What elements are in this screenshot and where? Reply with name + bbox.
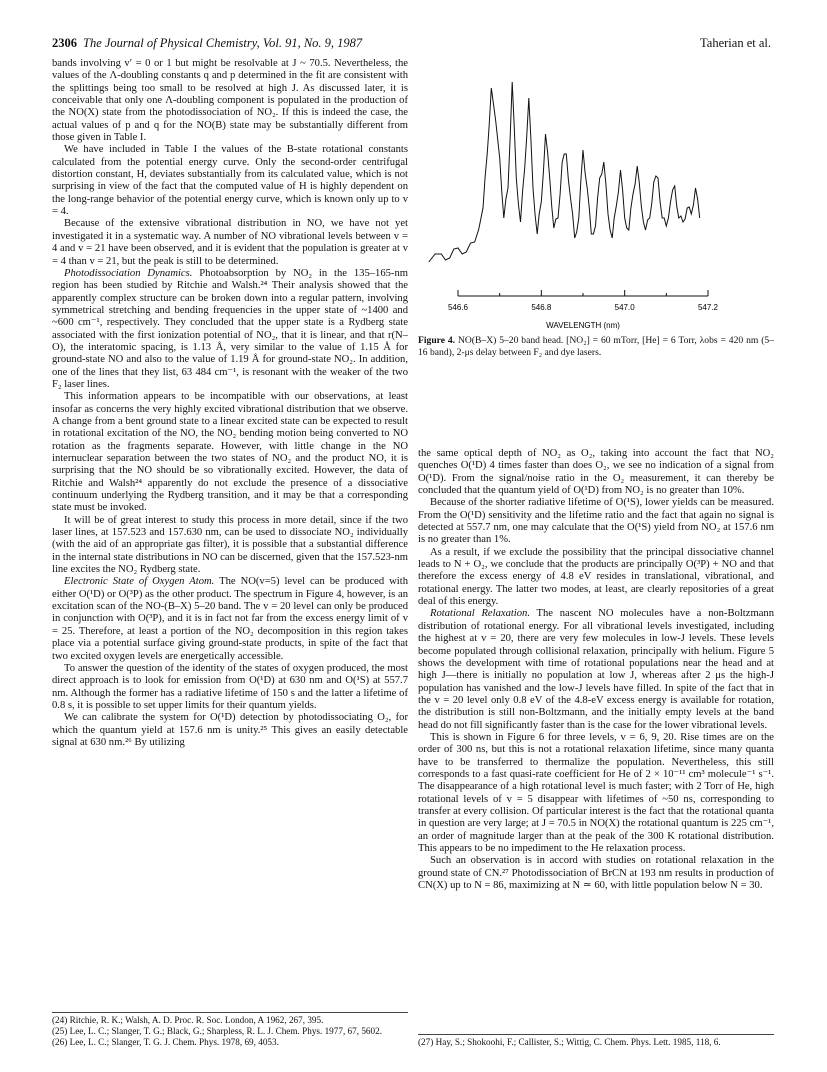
paragraph: Electronic State of Oxygen Atom. The NO(v=5) level can be produced with either O(¹D) or O(³P) as the other product. The spectrum in Figure 4, however, is an excitation scan of the NO-(B–X) 5–20 band. The v = 20 level can only be produced in conjunction with O(³P), and it is in fact not far from the excess energy limit of v = 25. Therefore, at least a portion of the NO₂ decomposition in this region takes place via a potential surface giving ground-state products, in spite of the fact that two excited oxygen levels are energetically accessible. xyxy=(52,576,408,662)
paragraph: Such an observation is in accord with studies on rotational relaxation in the ground state of CN.²⁷ Photodissociation of BrCN at 193 nm results in production of CN(X) up to N = 86, maximizing at N ≃ 60, with little population below N = 30. xyxy=(418,855,774,892)
paragraph: Because of the shorter radiative lifetime of O(¹S), lower yields can be measured. From the O(¹D) sensitivity and the lifetime ratio and the fact that again no signal is detected at 557.7 nm, one may calculate that the O(¹S) yield from NO₂ at 157.6 nm is no greater than 1%. xyxy=(418,497,774,546)
x-axis-ticks xyxy=(448,290,719,312)
x-tick-label: 546.6 xyxy=(447,303,469,312)
reference: (24) Ritchie, R. K.; Walsh, A. D. Proc. R. Soc. London, A 1962, 267, 395. xyxy=(52,1015,324,1025)
paragraph: bands involving v′ = 0 or 1 but might be resolvable at J ~ 70.5. Nevertheless, the values of the Λ-doubling constants q and p determined in the fit are consistent with the splittings being too small to be resolved at high J. As discussed later, it is conceivable that only one Λ-doubling component is populated in the production of the NO(X) state from the photodissociation of NO₂. If this is indeed the case, the actual values of p and q for the NO(B) state may be substantially different from those given in Table I. xyxy=(52,58,408,144)
paragraph: Photodissociation Dynamics. Photoabsorption by NO₂ in the 135–165-nm region has been studied by Ritchie and Walsh.²⁴ Their analysis showed that the apparently complex structure can be broken down into a regular pattern, involving symmetrical stretching and bending frequencies in the upper state of ~1400 and ~600 cm⁻¹, respectively. They concluded that the upper state is a Rydberg state associated with the first ionization potential of NO₂, that it is linear, and that r(N–O), the interatomic spacing, is 1.13 Å, very similar to the value of 1.15 Å for ground-state NO and also to the value of 1.19 Å for ground-state NO₂. In addition, one of the lines that they list, 63 484 cm⁻¹, is resonant with the weaker of the two F₂ laser lines. xyxy=(52,267,408,390)
section-heading: Photodissociation Dynamics. xyxy=(64,267,193,279)
spectrum-plot xyxy=(418,58,774,333)
caption-label: Figure 4. xyxy=(418,335,456,346)
page-number: 2306 xyxy=(52,36,77,50)
paragraph: the same optical depth of NO₂ as O₂, taking into account the fact that NO₂ quenches O(¹D) 4 times faster than does O₂, we see no indication of a signal from O(¹D). From the signal/noise ratio in the O₂ measurement, it can thereby be concluded that the quantum yield of O(¹D) from NO₂ is no greater than 10%. xyxy=(418,448,774,497)
x-tick-label: 546.8 xyxy=(531,303,552,312)
references-right xyxy=(418,1034,774,1048)
spectrum-trace-group xyxy=(429,82,700,262)
section-heading: Electronic State of Oxygen Atom. xyxy=(64,576,215,588)
reference: (25) Lee, L. C.; Slanger, T. G.; Black, G.; Sharpless, R. L. J. Chem. Phys. 1977, 67, 5602. xyxy=(52,1026,383,1036)
x-axis-label: WAVELENGTH (nm) xyxy=(546,321,620,330)
paragraph: Because of the extensive vibrational distribution in NO, we have not yet investigated it in a systematic way. A number of NO vibrational levels between v = 4 and v = 21 have been observed, and it is evident that the population is greater at v = 4 than v = 21, but the peak is still to be determined. xyxy=(52,218,408,267)
x-tick-label: 547.0 xyxy=(614,303,635,312)
paragraph: It will be of great interest to study this process in more detail, since if the two laser lines, at 157.523 and 157.630 nm, can be used to dissociate NO₂ individually (with the aid of an appropriate gas filter), it is possible that a substantial difference in the internal state distributions in NO can be discerned, given that the 157.523-nm line excites the NO₂ Rydberg state. xyxy=(52,514,408,576)
section-heading: Rotational Relaxation. xyxy=(430,608,530,620)
paragraph: We have included in Table I the values of the B-state rotational constants calculated from the potential energy curve. Only the second-order centrifugal distortion constant, H, deviates substantially from its calculated value, which is not surprising in view of the fact that the computed value of H is highly dependent on the long-range behavior of the potential energy curve, which is known only up to v = 4. xyxy=(52,144,408,218)
figure-caption xyxy=(418,335,774,358)
reference: (27) Hay, S.; Shokoohi, F.; Callister, S.; Wittig, C. Chem. Phys. Lett. 1985, 118, 6. xyxy=(418,1037,721,1047)
references-left xyxy=(52,1012,408,1048)
paragraph: Rotational Relaxation. The nascent NO molecules have a non-Boltzmann distribution of rotational energy. For all vibrational levels investigated, including the highest at v = 20, there are very few molecules in low-J levels. These levels become populated through collisional relaxation, principally with helium. Figure 5 shows the development with time of rotational populations near the head and at high J—there is initially no population at low J, whereas after 2 μs the high-J population has vanished and the low-J levels have filled. In spite of the fact that in the v = 20 level only 0.8 eV of the 4.8-eV excess energy is available for rotation, the distribution is still non-Boltzmann, and the initially empty levels at the band head do not fill significantly faster than is the case for the lower vibrational levels. xyxy=(418,608,774,731)
figure-4 xyxy=(418,58,774,448)
paragraph: This information appears to be incompatible with our observations, at least insofar as concerns the very highly excited vibrational distribution that we observe. A change from a bent ground state to a linear excited state can be expected to result in rotational excitation of the NO, the NO₂ bending motion being converted to NO rotation as the fragments separate. However, with little change in the NO internuclear separation between the two states of NO₂ and the product NO, it is surprising that the NO should be so vibrationally excited. However, the data of Ritchie and Walsh²⁴ apparently do not exclude the presence of a dissociative continuum underlying the Rydberg transition, and it may be that a corresponding state must be invoked. xyxy=(52,391,408,514)
caption-text: NO(B–X) 5–20 band head. [NO₂] = 60 mTorr, [He] = 6 Torr, λobs = 420 nm (5–16 band), 2-μs delay between F₂ and dye lasers. xyxy=(418,335,774,358)
x-tick-label: 547.2 xyxy=(697,303,719,312)
running-head xyxy=(52,36,362,51)
left-column xyxy=(52,58,408,749)
paragraph: This is shown in Figure 6 for three levels, v = 6, 9, 20. Rise times are on the order of 300 ns, but this is not a rotational relaxation lifetime, since many quanta have to be transferred to thermalize the population. Nevertheless, this still corresponds to a fast quasi-rate coefficient for He of 2 × 10⁻¹¹ cm³ molecule⁻¹ s⁻¹. The disappearance of a high rotational level is much faster; with 2 Torr of He, high rotational levels of v = 5 disappear with lifetimes of ~50 ns, corresponding to transfer at every collision. Of particular interest is the fact that the rotational quanta in question are very large; at J = 70.5 in NO(X) the rotational quantum is 225 cm⁻¹, an order of magnitude larger than at the peak of the 300 K rotational distribution. This appears to be no impediment to the He relaxation process. xyxy=(418,731,774,854)
paragraph: To answer the question of the identity of the states of oxygen produced, the most direct approach is to look for emission from O(¹D) at 630 nm and O(¹S) at 557.7 nm. Although the former has a radiative lifetime of 150 s and the latter a lifetime of 0.8 s, it is possible to set upper limits for their quantum yields. xyxy=(52,662,408,711)
paragraph: We can calibrate the system for O(¹D) detection by photodissociating O₂, for which the quantum yield at 157.6 nm is unity.²⁵ This gives an easily detectable signal at 630 nm.²⁶ By utilizing xyxy=(52,712,408,748)
paragraph: As a result, if we exclude the possibility that the principal dissociative channel leads to N + O₂, we conclude that the products are principally O(³P) + NO and that therefore the excess energy of 4.8 eV resides in translational, vibrational, and rotational energy. The latter two modes, at least, are clearly repositories of a great deal of this energy. xyxy=(418,546,774,608)
journal-citation: The Journal of Physical Chemistry, Vol. 91, No. 9, 1987 xyxy=(83,36,363,50)
page-header xyxy=(52,36,775,54)
spectrum-trace xyxy=(429,82,700,262)
right-column xyxy=(418,448,774,892)
reference: (26) Lee, L. C.; Slanger, T. G. J. Chem. Phys. 1978, 69, 4053. xyxy=(52,1037,279,1047)
authors: Taherian et al. xyxy=(700,36,771,50)
